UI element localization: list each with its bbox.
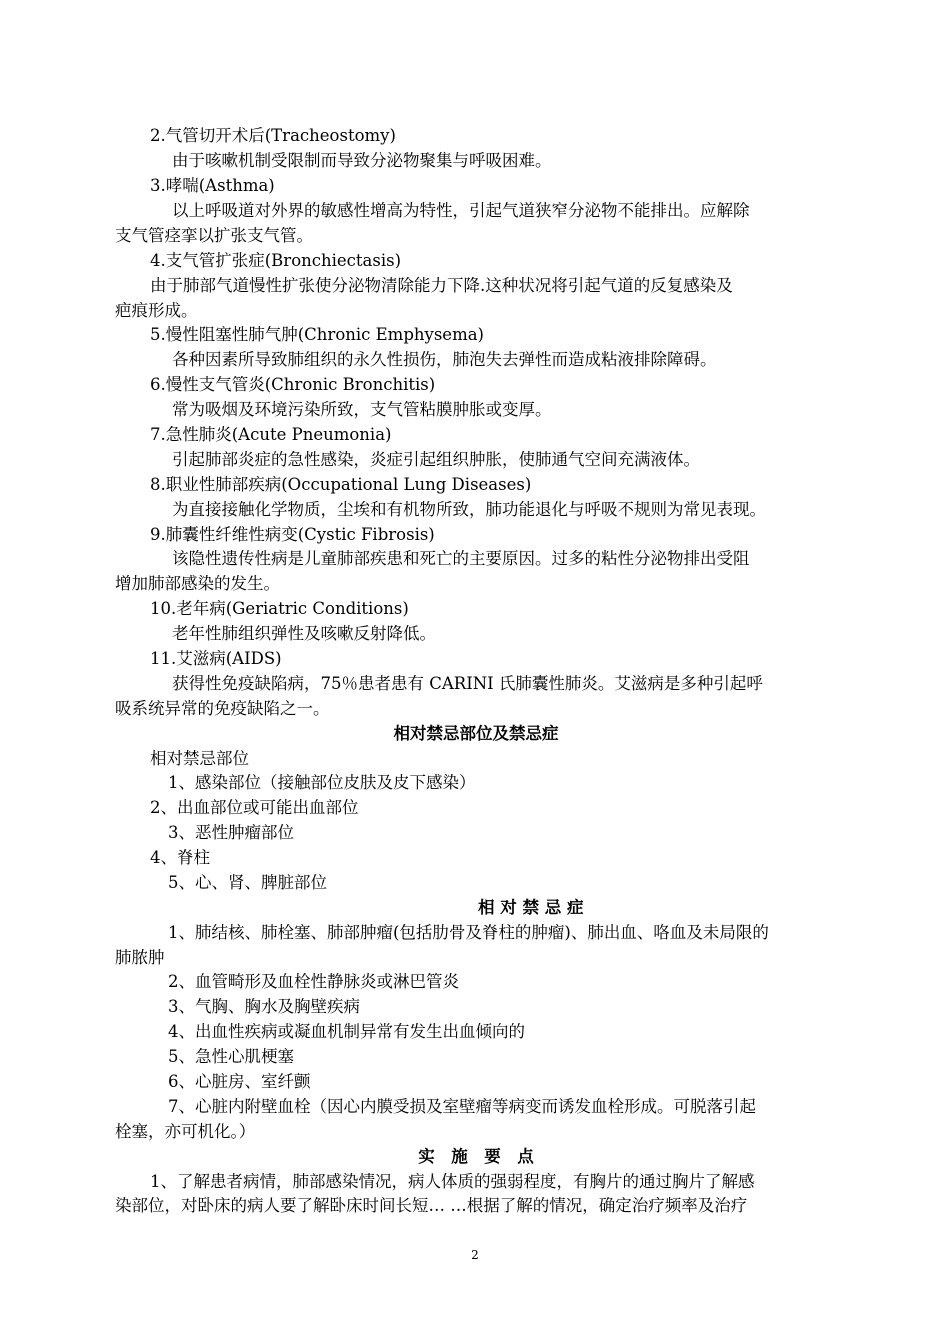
paragraph: 1、了解患者病情，肺部感染情况，病人体质的强弱程度，有胸片的通过胸片了解感	[150, 1172, 755, 1191]
item-title: 2.气管切开术后(Tracheostomy)	[150, 126, 396, 145]
item-description-continued: 增加肺部感染的发生。	[115, 574, 280, 593]
section-heading: 实 施 要 点	[418, 1147, 534, 1166]
item-title: 10.老年病(Geriatric Conditions)	[150, 599, 409, 618]
item-title: 7.急性肺炎(Acute Pneumonia)	[150, 425, 392, 444]
paragraph-continued: 染部位，对卧床的病人要了解卧床时间长短… …根据了解的情况，确定治疗频率及治疗	[115, 1196, 748, 1215]
item-title: 4.支气管扩张症(Bronchiectasis)	[150, 251, 402, 270]
list-item: 2、出血部位或可能出血部位	[150, 798, 359, 817]
list-item: 4、出血性疾病或凝血机制异常有发生出血倾向的	[168, 1022, 525, 1041]
page-number: 2	[471, 1248, 479, 1262]
list-item: 3、气胸、胸水及胸壁疾病	[168, 997, 360, 1016]
list-item: 4、脊柱	[150, 848, 210, 867]
item-title: 3.哮喘(Asthma)	[150, 176, 275, 195]
list-item: 1、肺结核、肺栓塞、肺部肿瘤(包括肋骨及脊柱的肿瘤)、肺出血、咯血及未局限的	[168, 923, 769, 942]
item-title: 8.职业性肺部疾病(Occupational Lung Diseases)	[150, 475, 532, 494]
item-description: 为直接接触化学物质，尘埃和有机物所致，肺功能退化与呼吸不规则为常见表现。	[172, 500, 766, 519]
list-item: 5、急性心肌梗塞	[168, 1047, 294, 1066]
item-description-continued: 支气管痉挛以扩张支气管。	[115, 226, 313, 245]
section-heading: 相 对 禁 忌 症	[478, 898, 584, 917]
item-description: 各种因素所导致肺组织的永久性损伤，肺泡失去弹性而造成粘液排除障碍。	[172, 350, 717, 369]
item-title: 6.慢性支气管炎(Chronic Bronchitis)	[150, 375, 436, 394]
item-description: 引起肺部炎症的急性感染，炎症引起组织肿胀，使肺通气空间充满液体。	[172, 450, 700, 469]
item-description: 由于肺部气道慢性扩张使分泌物清除能力下降.这种状况将引起气道的反复感染及	[150, 276, 733, 295]
list-item: 3、恶性肿瘤部位	[168, 823, 294, 842]
item-description: 常为吸烟及环境污染所致，支气管粘膜肿胀或变厚。	[172, 400, 552, 419]
list-item: 7、心脏内附壁血栓（因心内膜受损及室壁瘤等病变而诱发血栓形成。可脱落引起	[168, 1097, 756, 1116]
list-item-continued: 肺脓肿	[115, 948, 165, 967]
list-item: 1、感染部位（接触部位皮肤及皮下感染）	[168, 773, 476, 792]
item-description: 获得性免疫缺陷病，75％患者患有 CARINI 氏肺囊性肺炎。艾滋病是多种引起呼	[172, 674, 763, 693]
item-description-continued: 疤痕形成。	[115, 301, 198, 320]
item-description: 由于咳嗽机制受限制而导致分泌物聚集与呼吸困难。	[172, 151, 552, 170]
subsection-label: 相对禁忌部位	[150, 749, 249, 768]
item-description: 老年性肺组织弹性及咳嗽反射降低。	[172, 624, 436, 643]
list-item-continued: 栓塞，亦可机化。）	[115, 1122, 256, 1141]
item-title: 9.肺囊性纤维性病变(Cystic Fibrosis)	[150, 525, 435, 544]
item-title: 11.艾滋病(AIDS)	[150, 649, 282, 668]
item-description-continued: 吸系统异常的免疫缺陷之一。	[115, 699, 330, 718]
section-heading: 相对禁忌部位及禁忌症	[393, 724, 559, 743]
list-item: 6、心脏房、室纤颤	[168, 1072, 311, 1091]
list-item: 2、血管畸形及血栓性静脉炎或淋巴管炎	[168, 972, 459, 991]
item-title: 5.慢性阻塞性肺气肿(Chronic Emphysema)	[150, 325, 484, 344]
item-description: 该隐性遗传性病是儿童肺部疾患和死亡的主要原因。过多的粘性分泌物排出受阻	[172, 549, 750, 568]
list-item: 5、心、肾、脾脏部位	[168, 873, 327, 892]
item-description: 以上呼吸道对外界的敏感性增高为特性，引起气道狭窄分泌物不能排出。应解除	[172, 201, 750, 220]
